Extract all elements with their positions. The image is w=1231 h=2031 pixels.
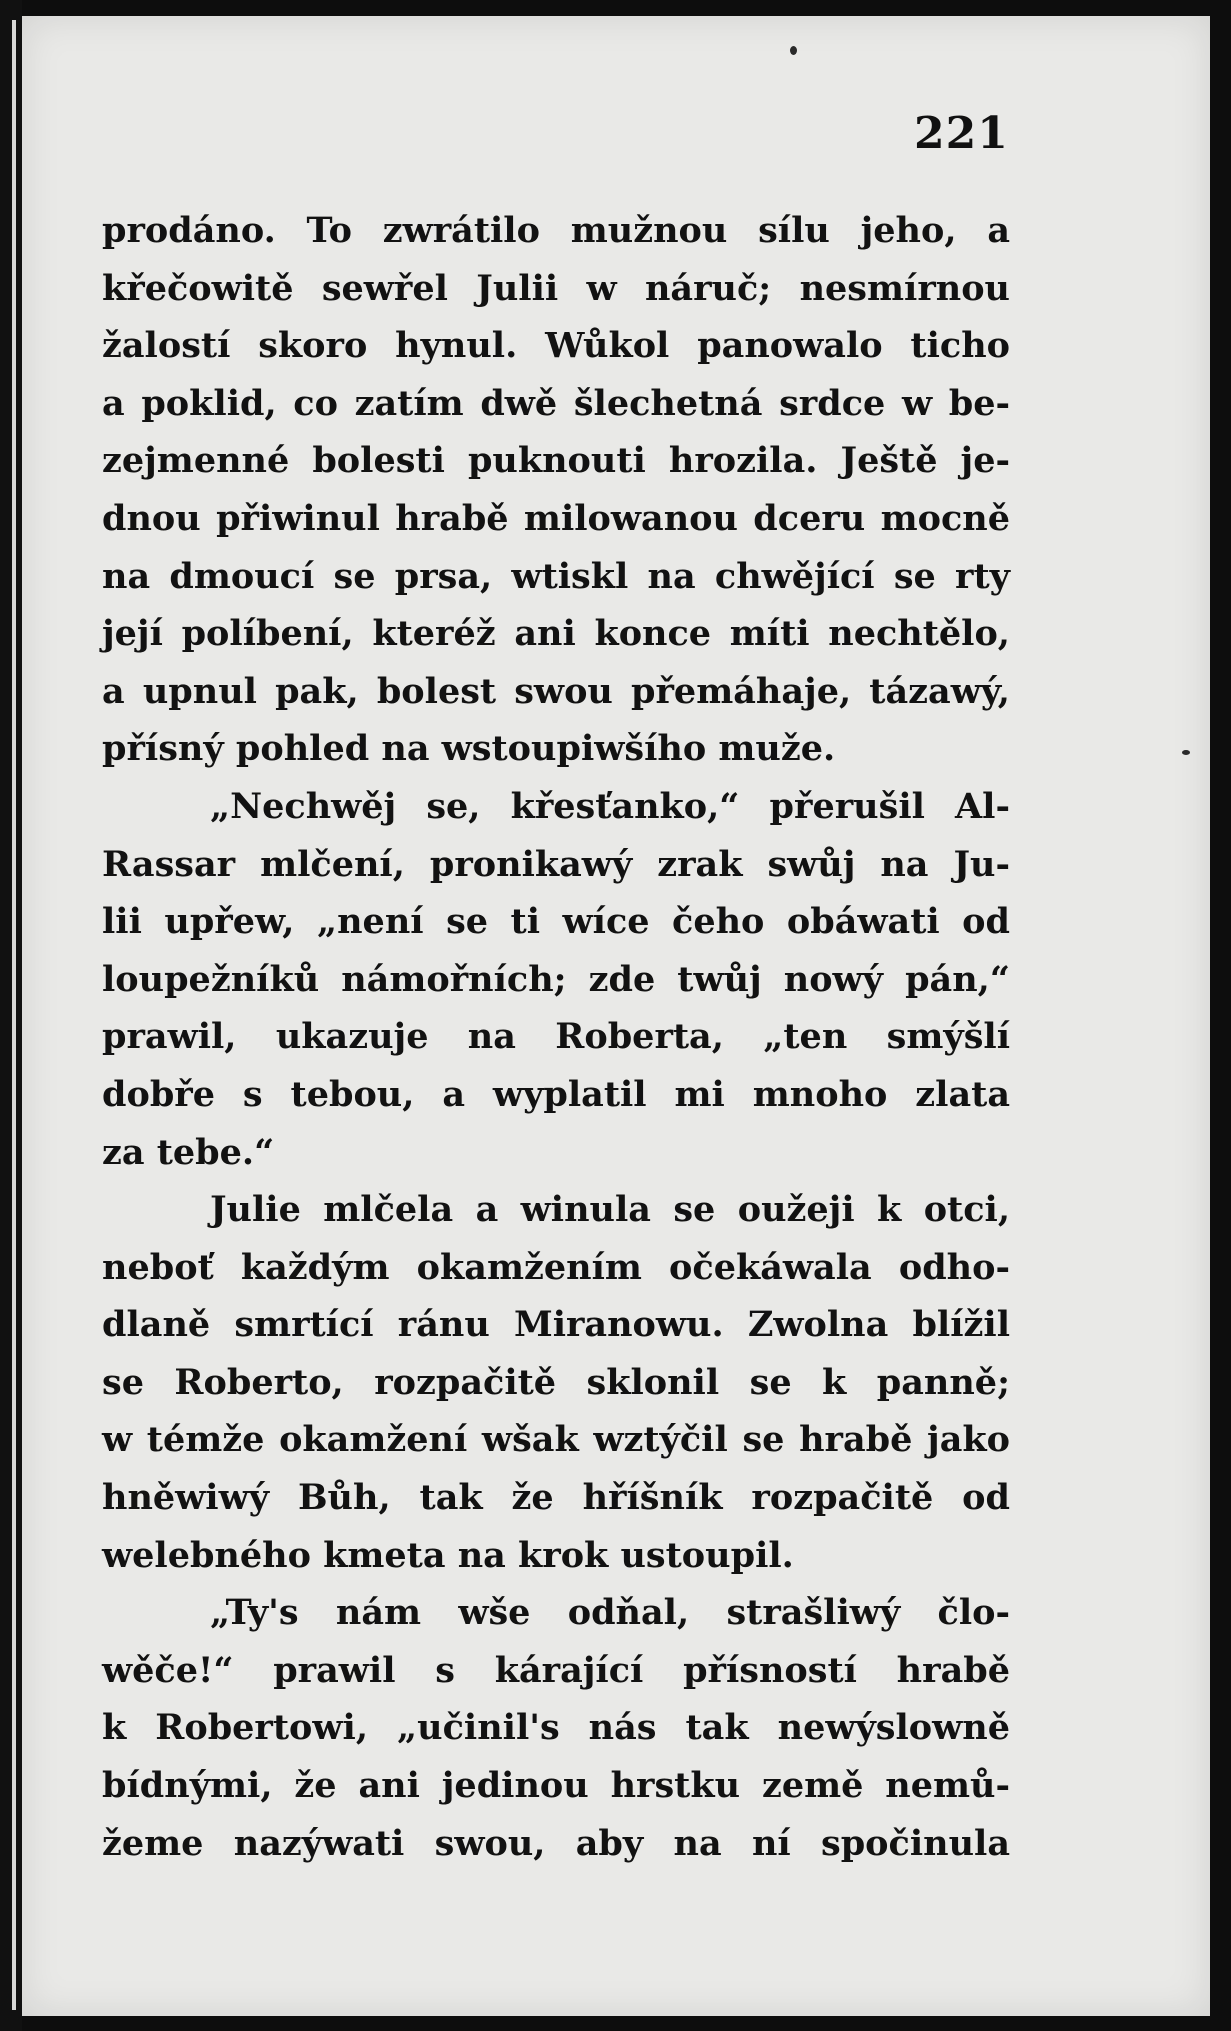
text-line: a upnul pak, bolest swou přemáhaje, tázawý, [102,670,1010,712]
text-line: loupežníků námořních; zde twůj nowý pán,“ [102,958,1010,1000]
text-line: wěče!“ prawil s kárající přísností hrabě [102,1649,1010,1691]
text-line: dobře s tebou, a wyplatil mi mnoho zlata [102,1073,1010,1115]
book-page [22,16,1210,2016]
text-line: dnou přiwinul hrabě milowanou dceru mocně [102,497,1010,539]
text-line: za tebe.“ [102,1131,275,1173]
text-line: neboť každým okamžením očekáwala odho- [102,1246,1010,1288]
ink-speck [1182,750,1190,755]
text-line: Julie mlčela a winula se oužeji k otci, [210,1189,1010,1231]
text-line: zejmenné bolesti puknouti hrozila. Ještě je- [102,440,1010,482]
text-line: žeme nazýwati swou, aby na ní spočinula [102,1822,1010,1864]
text-line: Rassar mlčení, pronikawý zrak swůj na Ju- [102,843,1010,885]
body-text [102,202,1010,1872]
page-edge-left [0,0,22,2031]
text-line: lii upřew, „není se ti wíce čeho obáwati od [102,901,1010,943]
text-line: její políbení, kteréž ani konce míti nechtělo, [102,613,1010,655]
text-line: na dmoucí se prsa, wtiskl na chwějící se rty [102,555,1010,597]
text-line: k Robertowi, „učinil's nás tak newýslowně [102,1707,1010,1749]
text-line: přísný pohled na wstoupiwšího muže. [102,728,836,770]
text-line: prodáno. To zwrátilo mužnou sílu jeho, a [102,210,1010,251]
text-line: welebného kmeta na krok ustoupil. [102,1534,794,1576]
text-line: „Nechwěj se, křesťanko,“ přerušil Al- [210,785,1010,827]
text-line: dlaně smrtící ránu Miranowu. Zwolna blížil [102,1304,1010,1346]
text-line: se Roberto, rozpačitě sklonil se k panně; [102,1361,1010,1403]
page-number: 221 [914,108,1009,159]
text-line: a poklid, co zatím dwě šlechetná srdce w be- [102,382,1010,424]
text-line: žalostí skoro hynul. Wůkol panowalo ticho [102,325,1010,367]
ink-speck [790,46,797,55]
text-line: křečowitě sewřel Julii w náruč; nesmírnou [102,267,1010,309]
text-line: hněwiwý Bůh, tak že hříšník rozpačitě od [102,1477,1010,1519]
page-edge-highlight [12,20,16,2010]
text-line: bídnými, že ani jedinou hrstku země nemů- [102,1765,1010,1807]
text-line: „Ty's nám wše odňal, strašliwý člo- [210,1592,1010,1634]
text-line: prawil, ukazuje na Roberta, „ten smýšlí [102,1016,1010,1058]
text-line: w témže okamžení wšak wztýčil se hrabě jako [102,1419,1010,1461]
